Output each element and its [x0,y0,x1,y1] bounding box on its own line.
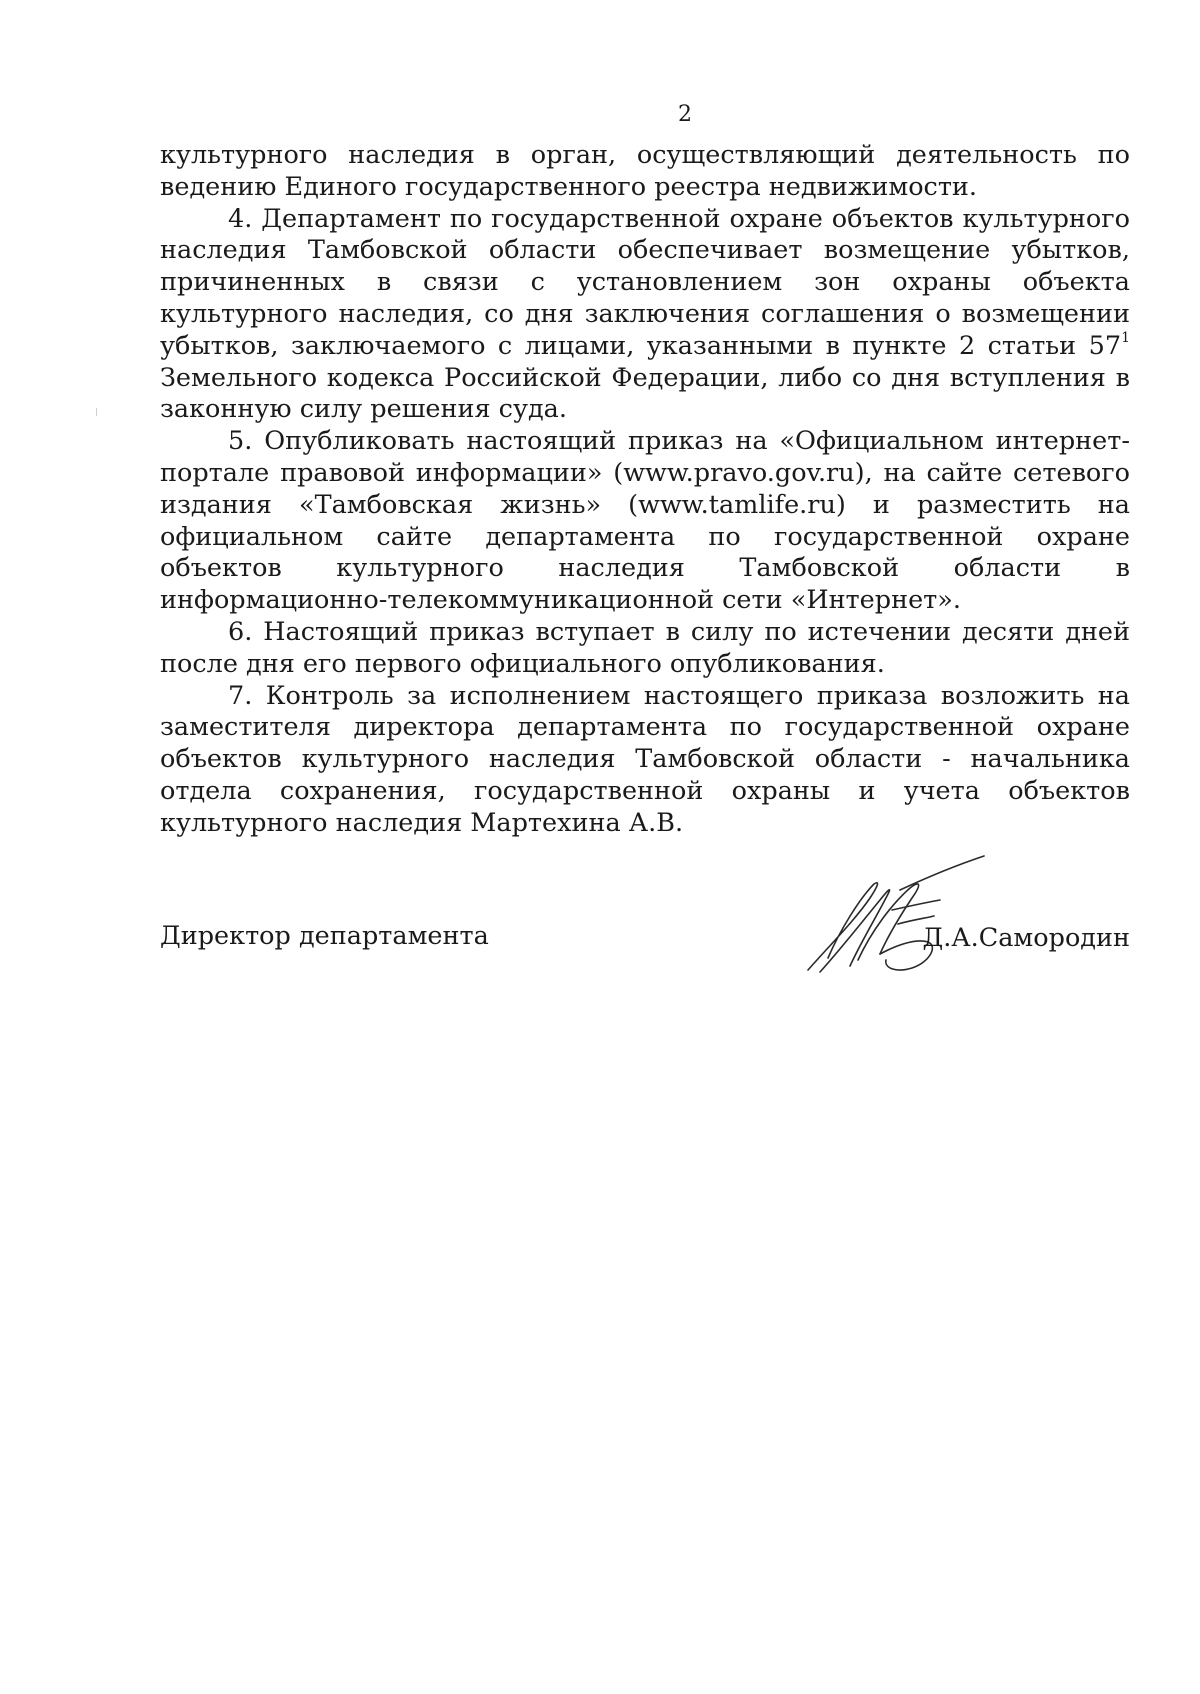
signatory-name: Д.А.Самородин [922,923,1130,953]
paragraph-continuation: культурного наследия в орган, осуществляющий деятельность по ведению Единого государственного реестра недвижимости. [160,140,1130,202]
paragraph-item-5: 5. Опубликовать настоящий приказ на «Официальном интернет-портале правовой информации» (www.pravo.gov.ru), на сайте сетевого издания «Тамбовская жизнь» (www.tamlife.ru) и разместить на официальном сайте департамента по государственной охране объектов культурного наследия Тамбовской области в информационно-телекоммуникационной сети «Интернет». [160,426,1130,616]
signatory-position: Директор департамента [160,921,489,951]
paragraph-item-4-text-end: Земельного кодекса Российской Федерации, либо со дня вступления в законную силу решения суда. [160,362,1130,425]
paragraph-item-7: 7. Контроль за исполнением настоящего приказа возложить на заместителя директора департамента по государственной охране объектов культурного наследия Тамбовской области - начальника отдела сохранения, государственной охраны и учета объектов культурного наследия Мартехина А.В. [160,680,1130,838]
signature-block [160,900,1130,980]
handwritten-signature-icon [800,850,990,980]
document-body [160,140,1130,840]
paragraph-item-4-text: 4. Департамент по государственной охране объектов культурного наследия Тамбовской области обеспечивает возмещение убытков, причиненных в связи с установлением зон охраны объекта культурного наследия, со дня заключения соглашения о возмещении убытков, заключаемого с лицами, указанными в пункте 2 статьи 57 [160,203,1130,361]
paragraph-item-6: 6. Настоящий приказ вступает в силу по истечении десяти дней после дня его первого официального опубликования. [160,616,1130,679]
scan-speck [96,408,97,416]
paragraph-item-4 [160,204,1130,427]
superscript-index: 1 [1121,330,1130,347]
page-number: 2 [678,102,692,127]
